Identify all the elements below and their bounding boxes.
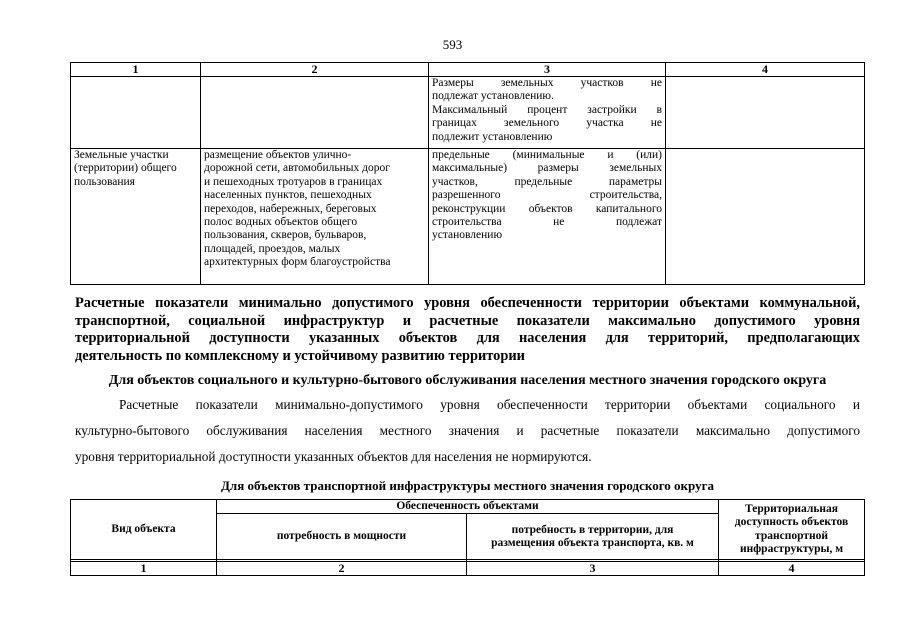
- header-cell: 3: [429, 63, 666, 77]
- header-cell: 4: [666, 63, 865, 77]
- header-line: потребность в территории, для: [511, 523, 674, 536]
- heading-line: транспортной, социальной инфраструктур и расчетные показатели максимально допустимого уровня: [75, 312, 860, 329]
- cell-line: полос водных объектов общего: [204, 216, 358, 229]
- header-cell-accessibility: [719, 500, 865, 560]
- cell-line: Размеры земельных участков не: [432, 77, 662, 89]
- cell-line: предельные (минимальные и (или): [432, 149, 662, 161]
- body-paragraph: [75, 392, 860, 470]
- header-cell-territory: [467, 514, 719, 560]
- table-cell: [429, 149, 666, 285]
- number-cell: 1: [71, 562, 217, 576]
- table-cell: [201, 149, 429, 285]
- cell-line: размещение объектов улично-: [204, 149, 352, 161]
- header-line: размещения объекта транспорта, кв. м: [491, 536, 694, 549]
- number-cell: 3: [467, 562, 719, 576]
- table-title: Для объектов транспортной инфраструктуры местного значения городского округа: [220, 478, 714, 493]
- cell-line: подлежат установлению.: [432, 90, 554, 103]
- sub-heading: Для объектов социального и культурно-бытового обслуживания населения местного значения городского округа: [108, 373, 827, 388]
- header-line: доступность объектов: [734, 516, 849, 529]
- header-line: Территориальная: [745, 502, 839, 515]
- heading-line: деятельность по комплексному и устойчивому развитию территории: [75, 347, 525, 364]
- section-heading: [75, 295, 860, 365]
- cell-line: границах земельного участка не: [432, 117, 662, 130]
- header-cell-object-type: Вид объекта: [71, 500, 217, 560]
- paragraph-line: Расчетные показатели минимально-допустимого уровня обеспеченности территории объектами социального и: [119, 397, 860, 412]
- table-cell: [201, 77, 429, 149]
- cell-line: подлежит установлению: [432, 130, 553, 143]
- cell-line: площадей, проездов, малых: [204, 242, 341, 255]
- header-cell-capacity: потребность в мощности: [217, 514, 467, 560]
- cell-line: населенных пунктов, пешеходных: [204, 189, 372, 202]
- paragraph-line: культурно-бытового обслуживания населения местного значения и расчетные показатели максимально допустимого: [75, 423, 860, 438]
- cell-line: (территории) общего: [74, 162, 177, 175]
- cell-line: разрешенного строительства,: [432, 189, 662, 202]
- heading-line: Расчетные показатели минимально допустимого уровня обеспеченности территории объектами коммунальной,: [75, 295, 860, 311]
- table-row: [71, 149, 865, 285]
- header-line: транспортной: [755, 529, 828, 542]
- paragraph-line: уровня территориальной доступности указанных объектов для населения не нормируются.: [75, 449, 592, 464]
- header-cell-provision: Обеспеченность объектами: [217, 500, 719, 514]
- cell-line: пользования, скверов, бульваров,: [204, 229, 367, 242]
- table-cell: [71, 77, 201, 149]
- table-cell: [71, 149, 201, 285]
- cell-line: Земельные участки: [74, 149, 169, 161]
- table-header-row: [71, 500, 865, 514]
- transport-table: [70, 499, 865, 576]
- table-cell: [666, 149, 865, 285]
- number-cell: 2: [217, 562, 467, 576]
- header-cell: 2: [201, 63, 429, 77]
- table-row: [71, 77, 865, 149]
- cell-line: пользования: [74, 175, 135, 188]
- header-line: инфраструктуры, м: [739, 542, 844, 555]
- cell-line: участков, предельные параметры: [432, 175, 662, 188]
- cell-line: переходов, набережных, береговых: [204, 202, 377, 215]
- cell-line: строительства не подлежат: [432, 216, 662, 229]
- top-table-header-row: [71, 63, 865, 77]
- cell-line: архитектурных форм благоустройства: [204, 256, 391, 269]
- cell-line: и пешеходных тротуаров в границах: [204, 175, 383, 188]
- table-cell: [429, 77, 666, 149]
- header-cell: 1: [71, 63, 201, 77]
- column-number-row: [71, 562, 865, 576]
- cell-line: максимальные) размеры земельных: [432, 162, 662, 175]
- cell-line: реконструкции объектов капитального: [432, 202, 662, 215]
- cell-line: установлению: [432, 229, 503, 242]
- number-cell: 4: [719, 562, 865, 576]
- top-table: [70, 62, 865, 285]
- cell-line: Максимальный процент застройки в: [432, 103, 662, 116]
- heading-line: территориальной доступности указанных объектов для населения для территорий, предполагающих: [75, 330, 860, 347]
- cell-line: дорожной сети, автомобильных дорог: [204, 162, 390, 175]
- table-cell: [666, 77, 865, 149]
- page-number: 593: [442, 37, 463, 52]
